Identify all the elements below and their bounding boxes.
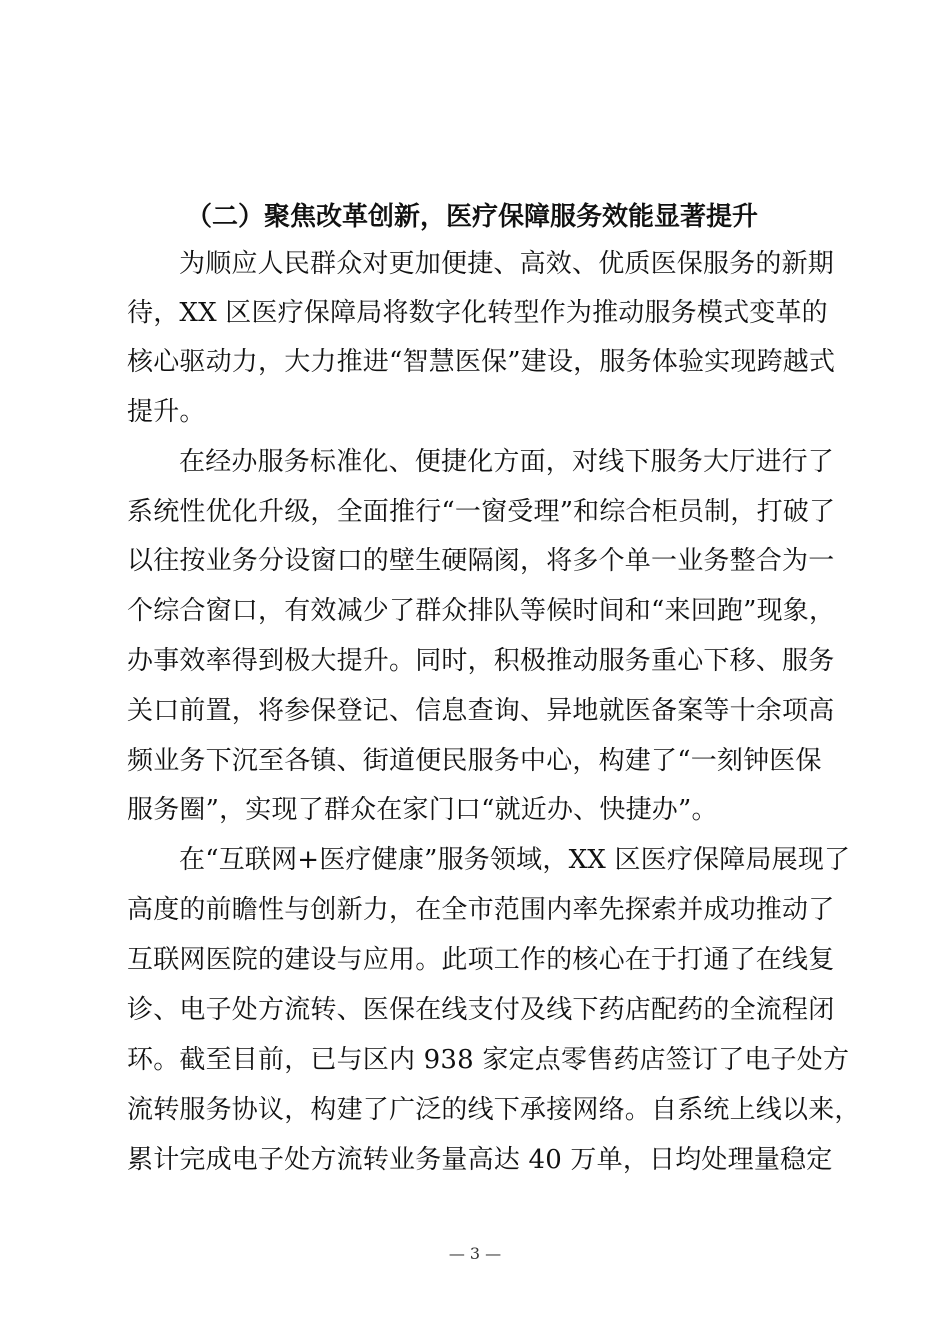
paragraph-2-line-5: 办事效率得到极大提升。同时，积极推动服务重心下移、服务 bbox=[127, 646, 835, 676]
paragraph-2-line-4: 个综合窗口，有效减少了群众排队等候时间和“来回跑”现象， bbox=[127, 596, 836, 626]
paragraph-3-line-1: 在“互联网+医疗健康”服务领域，XX 区医疗保障局展现了 bbox=[179, 845, 851, 875]
paragraph-3-line-4: 诊、电子处方流转、医保在线支付及线下药店配药的全流程闭 bbox=[127, 995, 835, 1025]
paragraph-2-line-3: 以往按业务分设窗口的壁生硬隔阂，将多个单一业务整合为一 bbox=[127, 546, 835, 576]
paragraph-2-line-2: 系统性优化升级，全面推行“一窗受理”和综合柜员制，打破了 bbox=[127, 497, 836, 527]
paragraph-3-line-2: 高度的前瞻性与创新力，在全市范围内率先探索并成功推动了 bbox=[127, 895, 835, 925]
paragraph-1-line-4: 提升。 bbox=[127, 397, 206, 427]
paragraph-2-line-6: 关口前置，将参保登记、信息查询、异地就医备案等十余项高 bbox=[127, 696, 835, 726]
section-heading: （二）聚焦改革创新，医疗保障服务效能显著提升 bbox=[186, 202, 759, 232]
paragraph-3-line-6: 流转服务协议，构建了广泛的线下承接网络。自系统上线以来， bbox=[127, 1095, 861, 1125]
paragraph-1-line-3: 核心驱动力，大力推进“智慧医保”建设，服务体验实现跨越式 bbox=[127, 347, 836, 377]
paragraph-3-line-3: 互联网医院的建设与应用。此项工作的核心在于打通了在线复 bbox=[127, 945, 835, 975]
page-number: — 3 — bbox=[448, 1244, 502, 1263]
paragraph-2-line-1: 在经办服务标准化、便捷化方面，对线下服务大厅进行了 bbox=[179, 447, 835, 477]
paragraph-2-line-8: 服务圈”，实现了群众在家门口“就近办、快捷办”。 bbox=[127, 795, 718, 825]
paragraph-3-line-7: 累计完成电子处方流转业务量高达 40 万单，日均处理量稳定 bbox=[127, 1145, 833, 1175]
paragraph-3-line-5: 环。截至目前，已与区内 938 家定点零售药店签订了电子处方 bbox=[127, 1045, 850, 1075]
paragraph-1-line-1: 为顺应人民群众对更加便捷、高效、优质医保服务的新期 bbox=[179, 249, 835, 279]
paragraph-2-line-7: 频业务下沉至各镇、街道便民服务中心，构建了“一刻钟医保 bbox=[127, 746, 822, 776]
paragraph-1-line-2: 待，XX 区医疗保障局将数字化转型作为推动服务模式变革的 bbox=[127, 298, 828, 328]
